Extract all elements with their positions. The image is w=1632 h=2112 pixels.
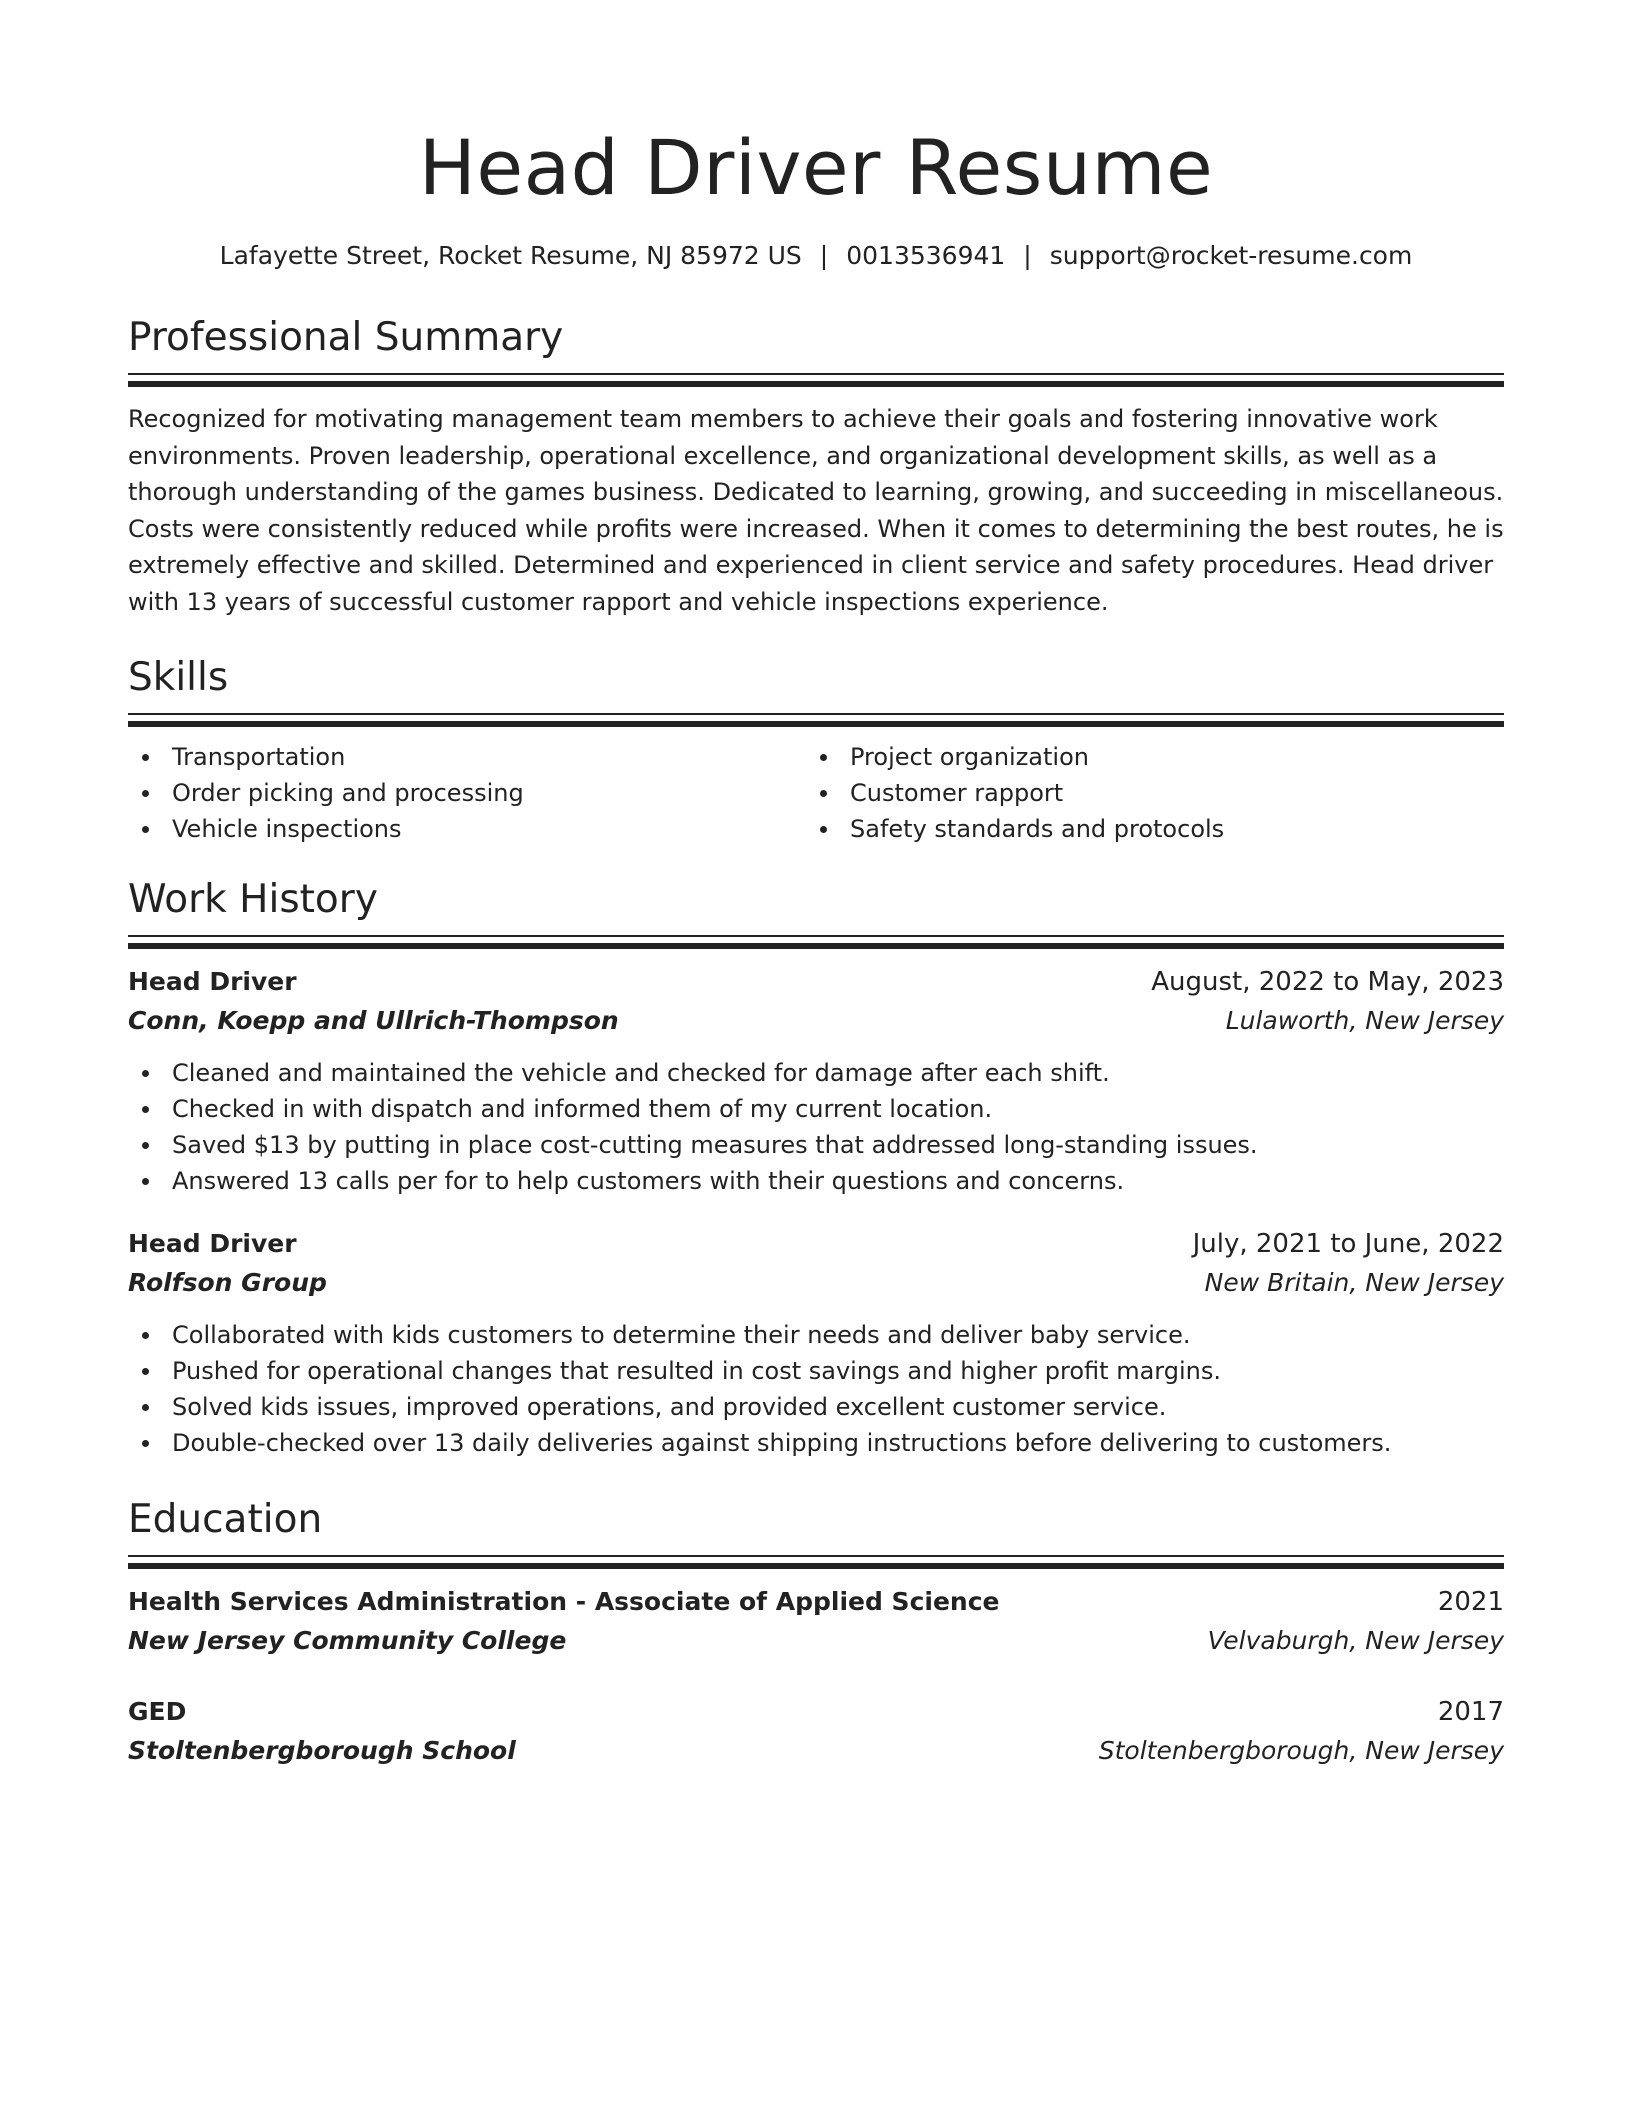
skill-item: Project organization	[806, 739, 1484, 775]
section-divider	[128, 1555, 1504, 1557]
job-bullet: Collaborated with kids customers to determine their needs and deliver baby service.	[128, 1317, 1504, 1353]
education-entry	[128, 1583, 1504, 1661]
job-header	[128, 963, 1504, 1001]
job-entry	[128, 1225, 1504, 1461]
job-location: New Britain, New Jersey	[1204, 1268, 1504, 1297]
skill-item: Safety standards and protocols	[806, 811, 1484, 847]
skills-section	[128, 653, 1504, 847]
job-bullets	[128, 1055, 1504, 1199]
skill-item: Vehicle inspections	[128, 811, 806, 847]
contact-phone: 0013536941	[846, 241, 1006, 270]
education-subheader	[128, 1621, 1504, 1661]
section-divider	[128, 373, 1504, 375]
job-subheader	[128, 1263, 1504, 1303]
job-bullet: Answered 13 calls per for to help customers with their questions and concerns.	[128, 1163, 1504, 1199]
job-dates: July, 2021 to June, 2022	[1192, 1229, 1504, 1259]
section-divider	[128, 935, 1504, 937]
job-location: Lulaworth, New Jersey	[1225, 1006, 1504, 1035]
job-dates: August, 2022 to May, 2023	[1151, 967, 1504, 997]
school-name: Stoltenbergborough School	[128, 1736, 516, 1765]
skill-item: Customer rapport	[806, 775, 1484, 811]
skills-column-right	[806, 739, 1484, 847]
contact-email[interactable]: support@rocket-resume.com	[1049, 241, 1413, 270]
job-header	[128, 1225, 1504, 1263]
job-title: Head Driver	[128, 1229, 297, 1258]
degree-name: Health Services Administration - Associate of Applied Science	[128, 1587, 1000, 1616]
company-name: Rolfson Group	[128, 1268, 327, 1297]
work-history-section	[128, 875, 1504, 1461]
job-bullet: Saved $13 by putting in place cost-cutting measures that addressed long-standing issues.	[128, 1127, 1504, 1163]
education-subheader	[128, 1731, 1504, 1771]
skill-item: Order picking and processing	[128, 775, 806, 811]
job-subheader	[128, 1001, 1504, 1041]
section-divider	[128, 1563, 1504, 1569]
school-location: Stoltenbergborough, New Jersey	[1098, 1736, 1504, 1765]
company-name: Conn, Koepp and Ullrich-Thompson	[128, 1006, 619, 1035]
skills-grid	[128, 739, 1504, 847]
job-bullets	[128, 1317, 1504, 1461]
skills-column-left	[128, 739, 806, 847]
education-heading: Education	[128, 1497, 323, 1542]
skill-item: Transportation	[128, 739, 806, 775]
job-bullet: Cleaned and maintained the vehicle and checked for damage after each shift.	[128, 1055, 1504, 1091]
job-bullet: Checked in with dispatch and informed them of my current location.	[128, 1091, 1504, 1127]
contact-separator: |	[819, 241, 829, 270]
resume-title: Head Driver Resume	[418, 123, 1214, 212]
job-entry	[128, 963, 1504, 1199]
summary-section	[128, 313, 1504, 620]
section-divider	[128, 713, 1504, 715]
job-bullet: Double-checked over 13 daily deliveries against shipping instructions before delivering to customers.	[128, 1425, 1504, 1461]
section-divider	[128, 721, 1504, 727]
contact-line	[128, 238, 1504, 274]
section-divider	[128, 381, 1504, 387]
school-location: Velvaburgh, New Jersey	[1207, 1626, 1504, 1655]
graduation-year: 2017	[1437, 1697, 1504, 1727]
work-history-heading: Work History	[128, 877, 378, 922]
summary-text: Recognized for motivating management team members to achieve their goals and fostering innovative work environments. Proven leadership, operational excellence, and organizational development skills, as well as a thorough understanding of the games business. Dedicated to learning, growing, and succeeding in miscellaneous. Costs were consistently reduced while profits were increased. When it comes to determining the best routes, he is extremely effective and skilled. Determined and experienced in client service and safety procedures. Head driver with 13 years of successful customer rapport and vehicle inspections experience.	[128, 405, 1504, 616]
contact-address: Lafayette Street, Rocket Resume, NJ 85972 US	[219, 241, 802, 270]
school-name: New Jersey Community College	[128, 1626, 567, 1655]
section-divider	[128, 943, 1504, 949]
summary-heading: Professional Summary	[128, 315, 564, 360]
education-entry	[128, 1693, 1504, 1771]
job-title: Head Driver	[128, 967, 297, 996]
education-section	[128, 1495, 1504, 1771]
graduation-year: 2021	[1437, 1587, 1504, 1617]
skills-heading: Skills	[128, 655, 229, 700]
education-header	[128, 1583, 1504, 1621]
contact-separator: |	[1023, 241, 1032, 270]
education-header	[128, 1693, 1504, 1731]
job-bullet: Solved kids issues, improved operations, and provided excellent customer service.	[128, 1389, 1504, 1425]
job-bullet: Pushed for operational changes that resulted in cost savings and higher profit margins.	[128, 1353, 1504, 1389]
degree-name: GED	[128, 1697, 187, 1726]
